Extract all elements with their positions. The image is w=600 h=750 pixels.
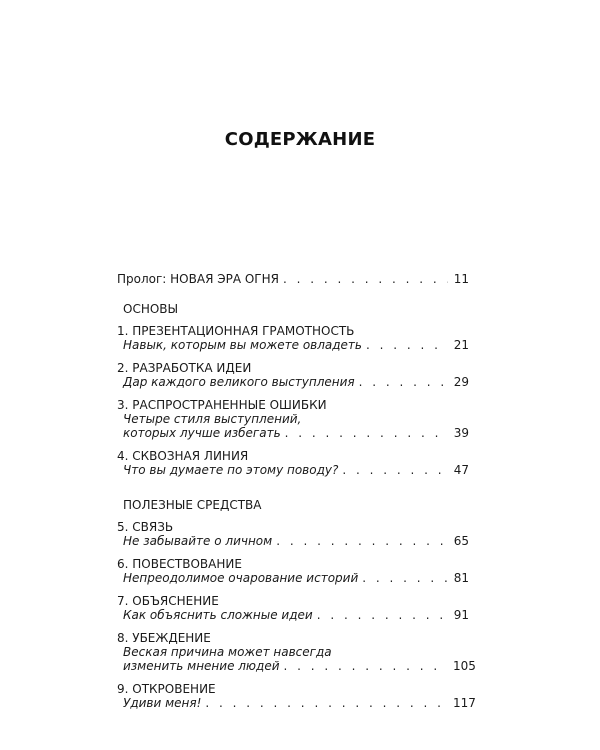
toc-chapter-7 xyxy=(117,594,469,622)
page-number: 65 xyxy=(453,534,469,548)
chapter-subtitle-line xyxy=(117,659,476,673)
chapter-subtitle: Удиви меня! xyxy=(123,696,202,710)
chapter-subtitle-line xyxy=(117,463,469,477)
toc-chapter-3 xyxy=(117,398,469,440)
section-heading: ПОЛЕЗНЫЕ СРЕДСТВА xyxy=(123,498,262,512)
page-number: 11 xyxy=(453,272,469,286)
chapter-title: 8. УБЕЖДЕНИЕ xyxy=(117,631,211,645)
chapter-subtitle: Что вы думаете по этому поводу? xyxy=(123,463,339,477)
dot-leader xyxy=(342,463,448,477)
chapter-title: 7. ОБЪЯСНЕНИЕ xyxy=(117,594,219,608)
table-of-contents xyxy=(117,272,476,719)
page-number: 47 xyxy=(453,463,469,477)
dot-leader xyxy=(205,696,448,710)
toc-chapter-4 xyxy=(117,449,469,477)
chapter-subtitle: Навык, которым вы можете овладеть xyxy=(123,338,362,352)
chapter-title: 9. ОТКРОВЕНИЕ xyxy=(117,682,216,696)
page-number: 29 xyxy=(453,375,469,389)
toc-chapter-8 xyxy=(117,631,476,673)
toc-chapter-1 xyxy=(117,324,469,352)
chapter-subtitle-line xyxy=(117,571,469,585)
dot-leader xyxy=(362,571,448,585)
toc-chapter-5 xyxy=(117,520,469,548)
chapter-title: 6. ПОВЕСТВОВАНИЕ xyxy=(117,557,242,571)
page-title: СОДЕРЖАНИЕ xyxy=(224,129,376,150)
page-number: 21 xyxy=(453,338,469,352)
prologue-label: Пролог: НОВАЯ ЭРА ОГНЯ xyxy=(117,272,279,286)
chapter-subtitle: Не забывайте о личном xyxy=(123,534,273,548)
chapter-subtitle-line1: Веская причина может навсегда xyxy=(123,645,332,659)
chapter-subtitle-line xyxy=(117,375,469,389)
dot-leader xyxy=(359,375,448,389)
page-number: 105 xyxy=(453,659,476,673)
chapter-title: 3. РАСПРОСТРАНЕННЫЕ ОШИБКИ xyxy=(117,398,327,412)
chapter-title: 4. СКВОЗНАЯ ЛИНИЯ xyxy=(117,449,249,463)
chapter-subtitle: которых лучше избегать xyxy=(123,426,281,440)
chapter-subtitle-line xyxy=(117,534,469,548)
chapter-subtitle-line xyxy=(117,426,469,440)
page-number: 81 xyxy=(453,571,469,585)
chapter-title: 2. РАЗРАБОТКА ИДЕИ xyxy=(117,361,252,375)
page-number: 39 xyxy=(453,426,469,440)
toc-prologue xyxy=(117,272,469,286)
dot-leader xyxy=(284,659,448,673)
page-number: 117 xyxy=(453,696,476,710)
chapter-subtitle: Дар каждого великого выступления xyxy=(123,375,355,389)
chapter-subtitle-line xyxy=(117,696,476,710)
toc-chapter-9 xyxy=(117,682,476,710)
section-gap xyxy=(117,486,469,498)
chapter-subtitle: изменить мнение людей xyxy=(123,659,280,673)
toc-chapter-2 xyxy=(117,361,469,389)
chapter-title: 1. ПРЕЗЕНТАЦИОННАЯ ГРАМОТНОСТЬ xyxy=(117,324,355,338)
dot-leader xyxy=(317,608,448,622)
chapter-title: 5. СВЯЗЬ xyxy=(117,520,174,534)
chapter-subtitle-line1: Четыре стиля выступлений, xyxy=(123,412,302,426)
toc-chapter-6 xyxy=(117,557,469,585)
dot-leader xyxy=(283,272,448,286)
chapter-subtitle: Как объяснить сложные идеи xyxy=(123,608,313,622)
dot-leader xyxy=(366,338,448,352)
chapter-subtitle: Непреодолимое очарование историй xyxy=(123,571,359,585)
chapter-subtitle-line xyxy=(117,338,469,352)
chapter-subtitle-line xyxy=(117,608,469,622)
dot-leader xyxy=(276,534,448,548)
section-heading: ОСНОВЫ xyxy=(123,302,179,316)
dot-leader xyxy=(285,426,448,440)
page-number: 91 xyxy=(453,608,469,622)
